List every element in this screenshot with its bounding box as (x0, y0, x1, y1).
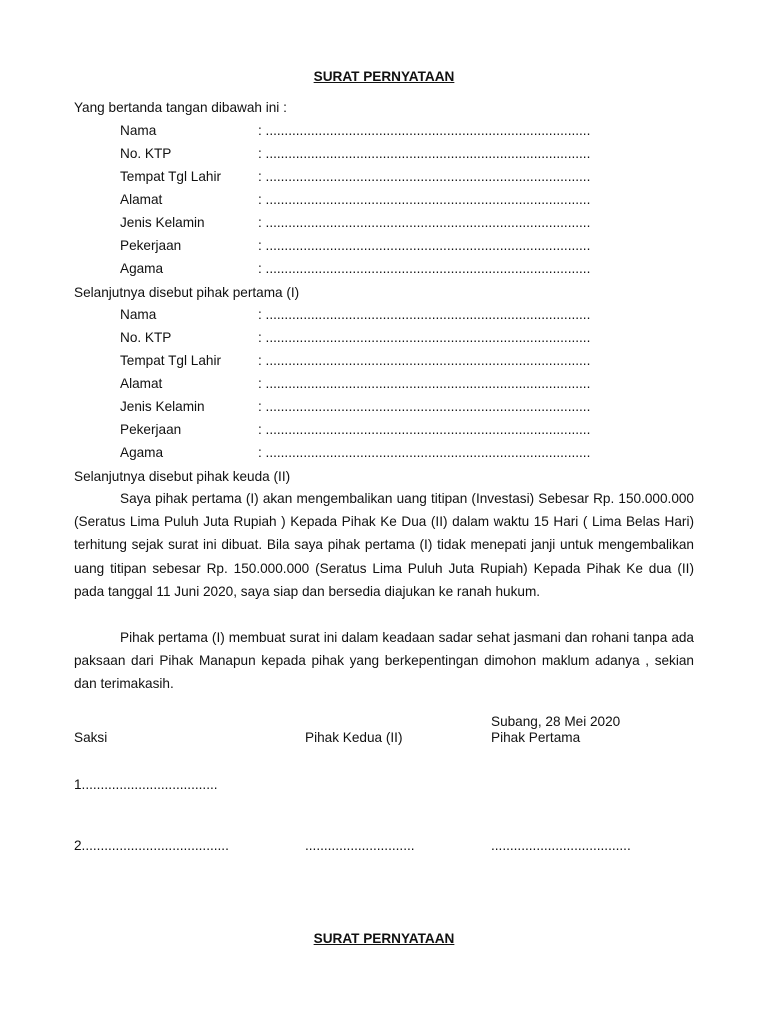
witness1-signature-line: 1.................................... (74, 777, 218, 792)
field-blank: : ...................................................................................... (258, 422, 591, 437)
paragraph-text: Saya pihak pertama (I) akan mengembalikan uang titipan (Investasi) Sebesar Rp. 150.000.000 (Seratus Lima Puluh Juta Rupiah ) Kepada Pihak Ke Dua (II) dalam waktu 15 Hari ( Lima Belas Hari) terhitung sejak surat ini dibuat. Bila saya pihak pertama (I) tidak menepati janji untuk mengembalikan uang titipan sebesar Rp. 150.000.000 (Seratus Lima Puluh Juta Rupiah) Kepada Pihak Ke dua (II) pada tanggal 11 Juni 2020, saya siap dan bersedia diajukan ke ranah hukum. (74, 491, 694, 599)
field-blank: : ...................................................................................... (258, 215, 591, 230)
witness-heading: Saksi (74, 730, 108, 745)
party1-signature-line: ..................................... (491, 838, 631, 853)
field-label: Agama (120, 445, 164, 460)
field-label: Pekerjaan (120, 422, 182, 437)
field-blank: : ...................................................................................... (258, 353, 591, 368)
field-blank: : ...................................................................................... (258, 192, 591, 207)
field-label: No. KTP (120, 146, 172, 161)
field-blank: : ...................................................................................... (258, 307, 591, 322)
field-blank: : ...................................................................................... (258, 169, 591, 184)
field-label: No. KTP (120, 330, 172, 345)
field-blank: : ...................................................................................... (258, 399, 591, 414)
statement-paragraph-1 (74, 487, 694, 603)
field-blank: : ...................................................................................... (258, 238, 591, 253)
next-page-title: SURAT PERNYATAAN (313, 931, 455, 946)
field-label: Agama (120, 261, 164, 276)
statement-paragraph-2 (74, 626, 694, 696)
field-label: Tempat Tgl Lahir (120, 353, 221, 368)
field-label: Nama (120, 307, 157, 322)
field-label: Alamat (120, 376, 163, 391)
document-title: SURAT PERNYATAAN (313, 69, 455, 84)
intro-text: Yang bertanda tangan dibawah ini : (74, 100, 287, 115)
party1-caption: Selanjutnya disebut pihak pertama (I) (74, 285, 300, 300)
field-blank: : ...................................................................................... (258, 330, 591, 345)
field-blank: : ...................................................................................... (258, 123, 591, 138)
party2-heading: Pihak Kedua (II) (305, 730, 403, 745)
field-label: Jenis Kelamin (120, 399, 205, 414)
party2-caption: Selanjutnya disebut pihak keuda (II) (74, 469, 291, 484)
place-date: Subang, 28 Mei 2020 (491, 714, 621, 729)
field-blank: : ...................................................................................... (258, 376, 591, 391)
field-blank: : ...................................................................................... (258, 445, 591, 460)
party2-signature-line: ............................. (305, 838, 415, 853)
field-blank: : ...................................................................................... (258, 146, 591, 161)
field-label: Pekerjaan (120, 238, 182, 253)
field-label: Jenis Kelamin (120, 215, 205, 230)
party1-heading: Pihak Pertama (491, 730, 581, 745)
field-label: Nama (120, 123, 157, 138)
paragraph-text: Pihak pertama (I) membuat surat ini dalam keadaan sadar sehat jasmani dan rohani tanpa ada paksaan dari Pihak Manapun kepada pihak yang berkepentingan dimohon maklum adanya , sekian dan terimakasih. (74, 630, 694, 692)
field-label: Alamat (120, 192, 163, 207)
witness2-signature-line: 2....................................... (74, 838, 229, 853)
field-label: Tempat Tgl Lahir (120, 169, 221, 184)
field-blank: : ...................................................................................... (258, 261, 591, 276)
